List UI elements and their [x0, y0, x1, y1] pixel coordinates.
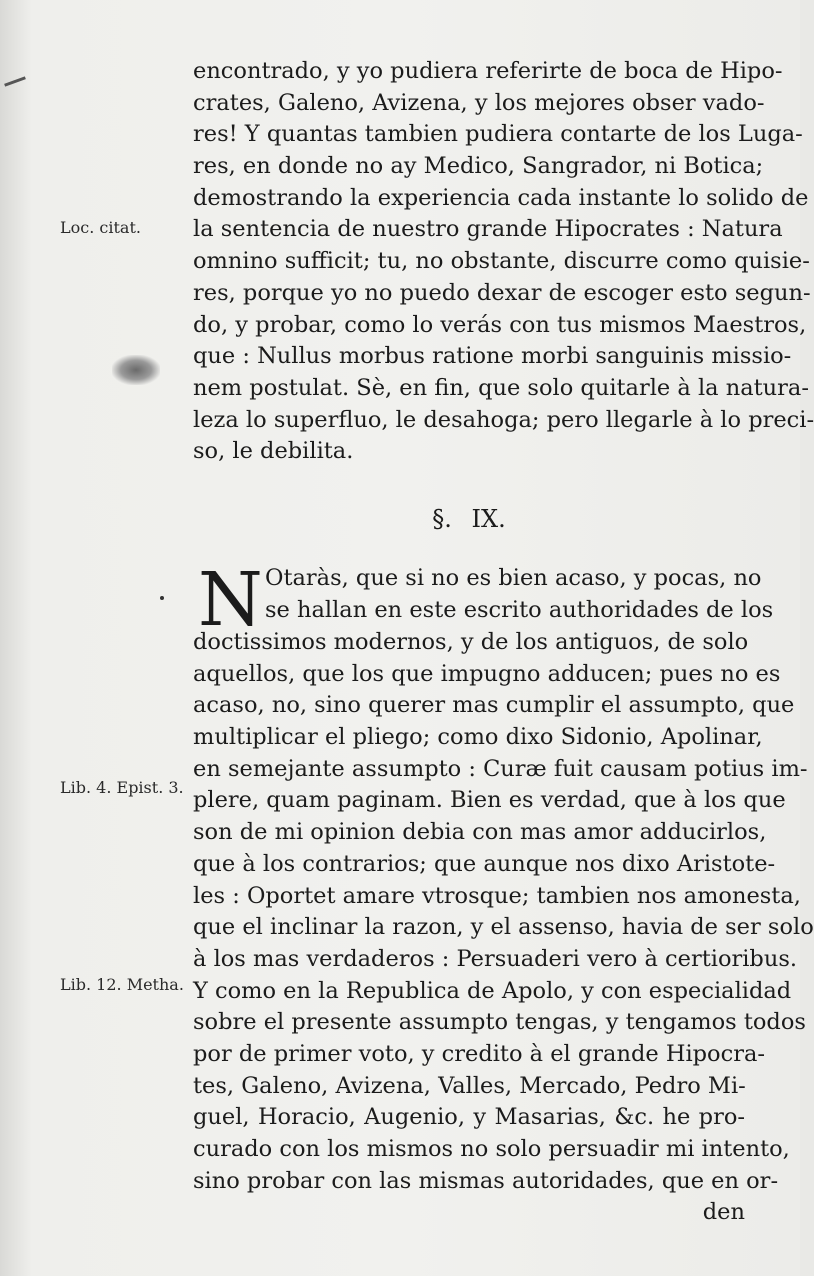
ink-dot: [160, 596, 164, 600]
text-line: acaso, no, sino querer mas cumplir el assumpto, que: [193, 692, 795, 719]
text-line: plere, quam paginam. Bien es verdad, que à los que: [193, 787, 786, 814]
text-line: en semejante assumpto : Curæ fuit causam potius im-: [193, 755, 808, 782]
catchword: den: [702, 1199, 745, 1226]
text-line: doctissimos modernos, y de los antiguos, de solo: [193, 629, 749, 655]
text-line: res, porque yo no puedo dexar de escoger esto segun-: [193, 279, 811, 306]
ink-mark: [4, 76, 26, 86]
paragraph-dropcap-lines: [265, 563, 774, 626]
text-line: curado con los mismos no solo persuadir mi intento,: [193, 1136, 790, 1162]
text-line: crates, Galeno, Avizena, y los mejores obser vado-: [193, 89, 765, 116]
margin-note-loc-citat: Loc. citat.: [60, 218, 141, 237]
text-line: à los mas verdaderos : Persuaderi vero à certioribus.: [193, 945, 798, 972]
paragraph-top: [193, 56, 814, 468]
text-line: demostrando la experiencia cada instante lo solido de: [193, 184, 809, 211]
text-line: les : Oportet amare vtrosque; tambien nos amonesta,: [193, 882, 801, 909]
paragraph-main: [193, 627, 814, 1229]
text-line: Y como en la Republica de Apolo, y con especialidad: [193, 977, 792, 1004]
text-line: la sentencia de nuestro grande Hipocrates : Natura: [193, 216, 783, 243]
text-line: sino probar con las mismas autoridades, que en or-: [193, 1167, 779, 1194]
section-heading: §. IX.: [432, 505, 506, 533]
margin-note-epist: Lib. 4. Epist. 3.: [60, 778, 184, 797]
text-line: multiplicar el pliego; como dixo Sidonio, Apolinar,: [193, 724, 763, 751]
text-line: res! Y quantas tambien pudiera contarte de los Luga-: [193, 121, 803, 148]
text-line: nem postulat. Sè, en fin, que solo quitarle à la natura-: [193, 374, 809, 401]
text-line: que : Nullus morbus ratione morbi sanguinis missio-: [193, 343, 792, 370]
text-line: encontrado, y yo pudiera referirte de boca de Hipo-: [193, 58, 783, 84]
text-line: se hallan en este escrito authoridades de los: [265, 596, 774, 623]
text-line: guel, Horacio, Augenio, y Masarias, &c. he pro-: [193, 1104, 745, 1131]
text-line: Otaràs, que si no es bien acaso, y pocas, no: [265, 565, 762, 591]
text-line: aquellos, que los que impugno adducen; pues no es: [193, 660, 781, 687]
text-line: do, y probar, como lo verás con tus mismos Maestros,: [193, 311, 807, 338]
text-line: so, le debilita.: [193, 438, 354, 465]
text-line: por de primer voto, y credito à el grande Hipocra-: [193, 1040, 765, 1067]
ink-smudge: [112, 355, 160, 385]
drop-cap: N: [198, 557, 263, 643]
text-line: res, en donde no ay Medico, Sangrador, ni Botica;: [193, 153, 764, 180]
text-line: leza lo superfluo, le desahoga; pero llegarle à lo preci-: [193, 406, 814, 433]
text-line: tes, Galeno, Avizena, Valles, Mercado, Pedro Mi-: [193, 1072, 746, 1099]
margin-note-metha: Lib. 12. Metha.: [60, 975, 184, 994]
text-line: son de mi opinion debia con mas amor adducirlos,: [193, 819, 767, 846]
text-line: que à los contrarios; que aunque nos dixo Aristote-: [193, 850, 776, 877]
text-line: sobre el presente assumpto tengas, y tengamos todos: [193, 1009, 806, 1036]
text-line: que el inclinar la razon, y el assenso, havia de ser solo: [193, 914, 814, 941]
text-line: omnino sufficit; tu, no obstante, discurre como quisie-: [193, 248, 810, 275]
